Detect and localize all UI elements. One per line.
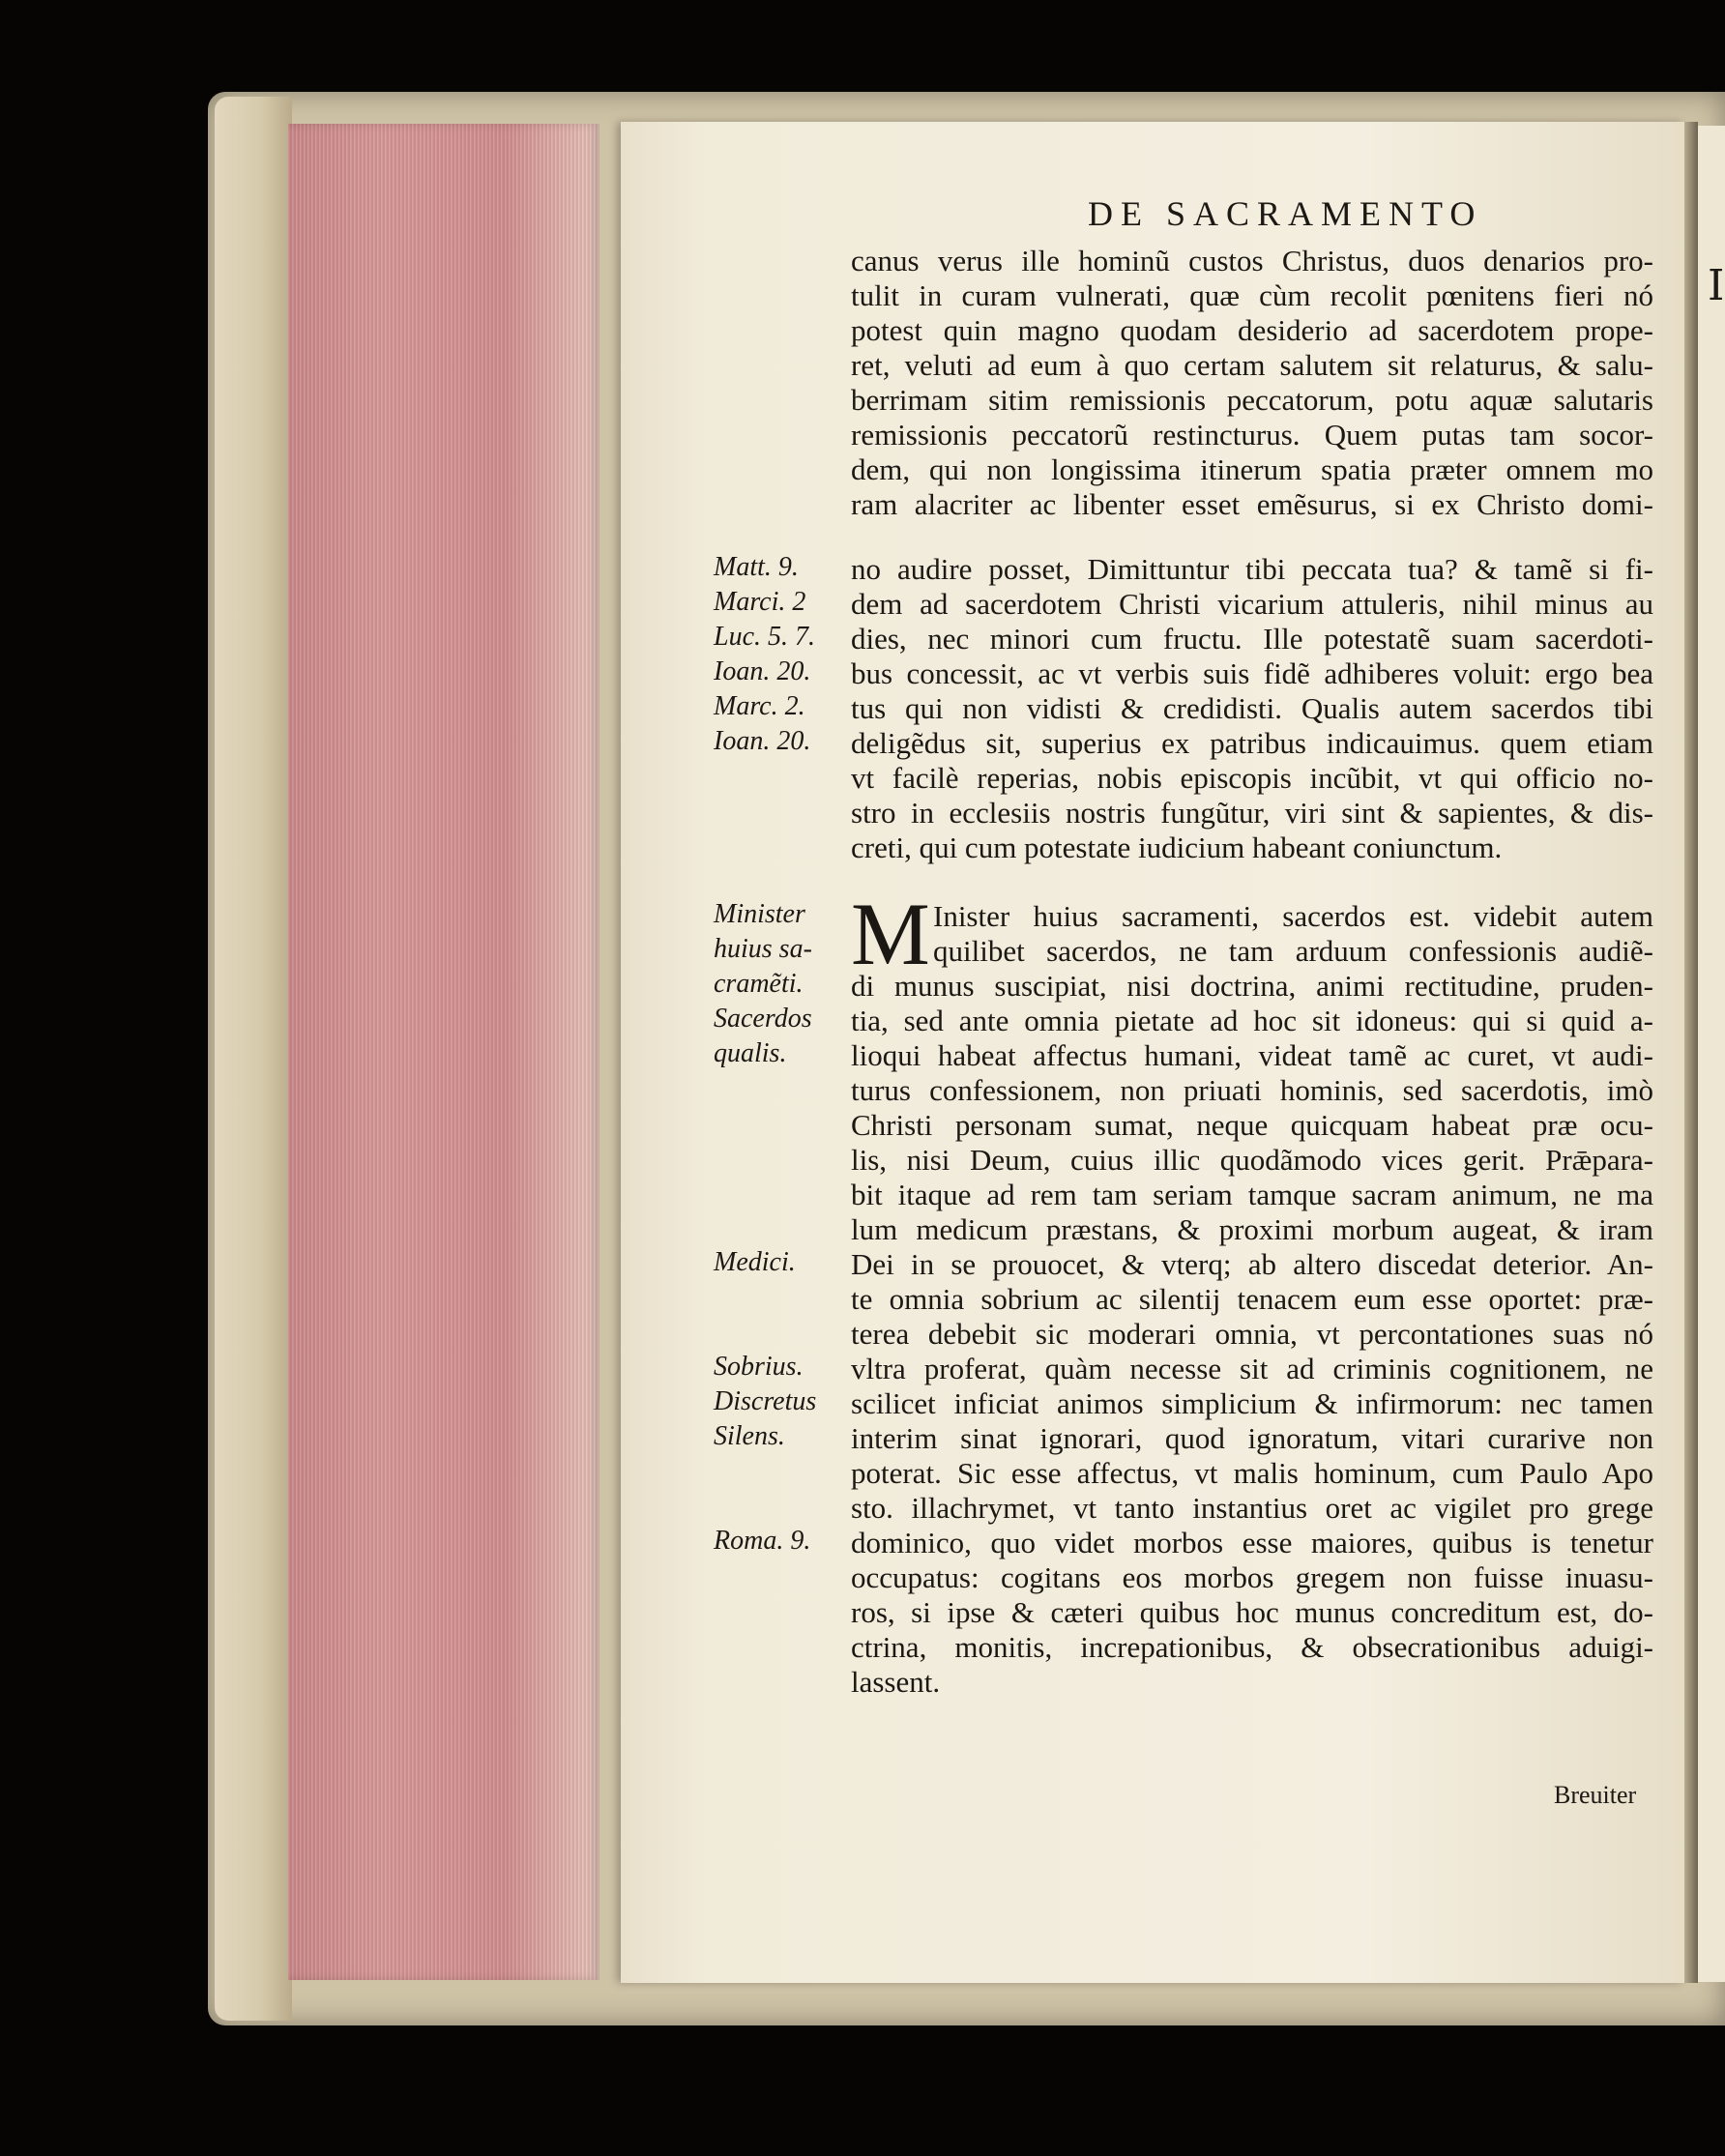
margin-note: Ioan. 20. [714, 656, 811, 686]
text-line: lioqui habeat affectus humani, videat tamẽ ac curet, vt audi- [851, 1038, 1653, 1072]
text-line: occupatus: cogitans eos morbos gregem non fuisse inuasu- [851, 1560, 1653, 1594]
text-line: vt facilè reperias, nobis episcopis incũbit, vt qui officio no- [851, 761, 1653, 795]
text-line: dies, nec minori cum fructu. Ille potestatẽ suam sacerdoti- [851, 622, 1653, 656]
text-line: remissionis peccatorũ restincturus. Quem putas tam socor- [851, 418, 1653, 452]
margin-note: cramẽti. [714, 969, 804, 999]
text-line: berrimam sitim remissionis peccatorum, potu aquæ salutaris [851, 383, 1653, 417]
text-line: tulit in curam vulnerati, quæ cùm recolit pœnitens fieri nó [851, 278, 1653, 312]
margin-note: Matt. 9. [714, 552, 799, 582]
margin-note: Roma. 9. [714, 1526, 811, 1556]
margin-note: Sacerdos [714, 1004, 812, 1034]
text-line: ros, si ipse & cæteri quibus hoc munus concreditum est, do- [851, 1595, 1653, 1629]
text-line: lum medicum præstans, & proximi morbum augeat, & iram [851, 1212, 1653, 1246]
text-line: ret, veluti ad eum à quo certam salutem sit relaturus, & salu- [851, 348, 1653, 382]
text-line: stro in ecclesiis nostris fungũtur, viri sint & sapientes, & dis- [851, 796, 1653, 830]
text-line: tia, sed ante omnia pietate ad hoc sit idoneus: qui si quid a- [851, 1004, 1653, 1037]
margin-note: Sobrius. [714, 1352, 804, 1382]
text-line: te omnia sobrium ac silentij tenacem eum esse oportet: præ- [851, 1282, 1653, 1316]
text-line: bit itaque ad rem tam seriam tamque sacram animum, ne ma [851, 1178, 1653, 1211]
text-line: ram alacriter ac libenter esset emẽsurus, si ex Christo domi- [851, 487, 1653, 521]
facing-page-fragment: I [1708, 261, 1725, 310]
running-header: DE SACRAMENTO [1088, 194, 1483, 233]
margin-note: huius sa- [714, 934, 812, 964]
text-line: potest quin magno quodam desiderio ad sacerdotem prope- [851, 313, 1653, 347]
text-line: deligẽdus sit, superius ex patribus indicauimus. quem etiam [851, 726, 1653, 760]
margin-note: Ioan. 20. [714, 726, 811, 756]
margin-note: Silens. [714, 1421, 785, 1451]
text-line: quilibet sacerdos, ne tam arduum confessionis audiẽ- [933, 934, 1653, 968]
margin-note: Marc. 2. [714, 691, 805, 721]
text-line: lis, nisi Deum, cuius illic quodãmodo vices gerit. Prǣpara- [851, 1143, 1653, 1177]
text-line: terea debebit sic moderari omnia, vt percontationes suas nó [851, 1317, 1653, 1351]
margin-note: Medici. [714, 1247, 796, 1277]
margin-note: Marci. 2 [714, 587, 806, 617]
text-line: Inister huius sacramenti, sacerdos est. videbit autem [933, 899, 1653, 933]
book-gutter [1684, 122, 1698, 1983]
text-line: tus qui non vidisti & credidisti. Qualis autem sacerdos tibi [851, 691, 1653, 725]
text-line: Christi personam sumat, neque quicquam habeat præ ocu- [851, 1108, 1653, 1142]
catchword: Breuiter [1554, 1781, 1637, 1809]
red-page-edges [288, 124, 599, 1980]
margin-note: Minister [714, 899, 805, 929]
facing-page-edge [1698, 126, 1725, 1982]
text-line: canus verus ille hominũ custos Christus, duos denarios pro- [851, 244, 1653, 277]
text-line: di munus suscipiat, nisi doctrina, animi rectitudine, pruden- [851, 969, 1653, 1003]
text-line: poterat. Sic esse affectus, vt malis hominum, cum Paulo Apo [851, 1456, 1653, 1490]
text-line: ctrina, monitis, increpationibus, & obsecrationibus aduigi- [851, 1630, 1653, 1664]
text-line: scilicet inficiat animos simplicium & infirmorum: nec tamen [851, 1386, 1653, 1420]
text-line: vltra proferat, quàm necesse sit ad criminis cognitionem, ne [851, 1352, 1653, 1385]
text-line: dem, qui non longissima itinerum spatia præter omnem mo [851, 452, 1653, 486]
drop-cap: M [851, 885, 930, 983]
text-line: lassent. [851, 1665, 941, 1699]
text-line: dominico, quo videt morbos esse maiores, quibus is tenetur [851, 1526, 1653, 1559]
margin-note: Luc. 5. 7. [714, 622, 815, 652]
text-line: no audire posset, Dimittuntur tibi peccata tua? & tamẽ si fi- [851, 552, 1653, 586]
vellum-cover-edge [215, 97, 292, 2021]
text-line: turus confessionem, non priuati hominis, sed sacerdotis, imò [851, 1073, 1653, 1107]
text-line: interim sinat ignorari, quod ignoratum, vitari curarive non [851, 1421, 1653, 1455]
text-line: sto. illachrymet, vt tanto instantius oret ac vigilet pro grege [851, 1491, 1653, 1525]
margin-note: Discretus [714, 1386, 817, 1416]
text-line: dem ad sacerdotem Christi vicarium attuleris, nihil minus au [851, 587, 1653, 621]
margin-note: qualis. [714, 1038, 787, 1068]
text-line: creti, qui cum potestate iudicium habeant coniunctum. [851, 830, 1503, 864]
text-line: bus concessit, ac vt verbis suis fidẽ adhiberes voluit: ergo bea [851, 656, 1653, 690]
text-line: Dei in se prouocet, & vterq; ab altero discedat deterior. An- [851, 1247, 1653, 1281]
